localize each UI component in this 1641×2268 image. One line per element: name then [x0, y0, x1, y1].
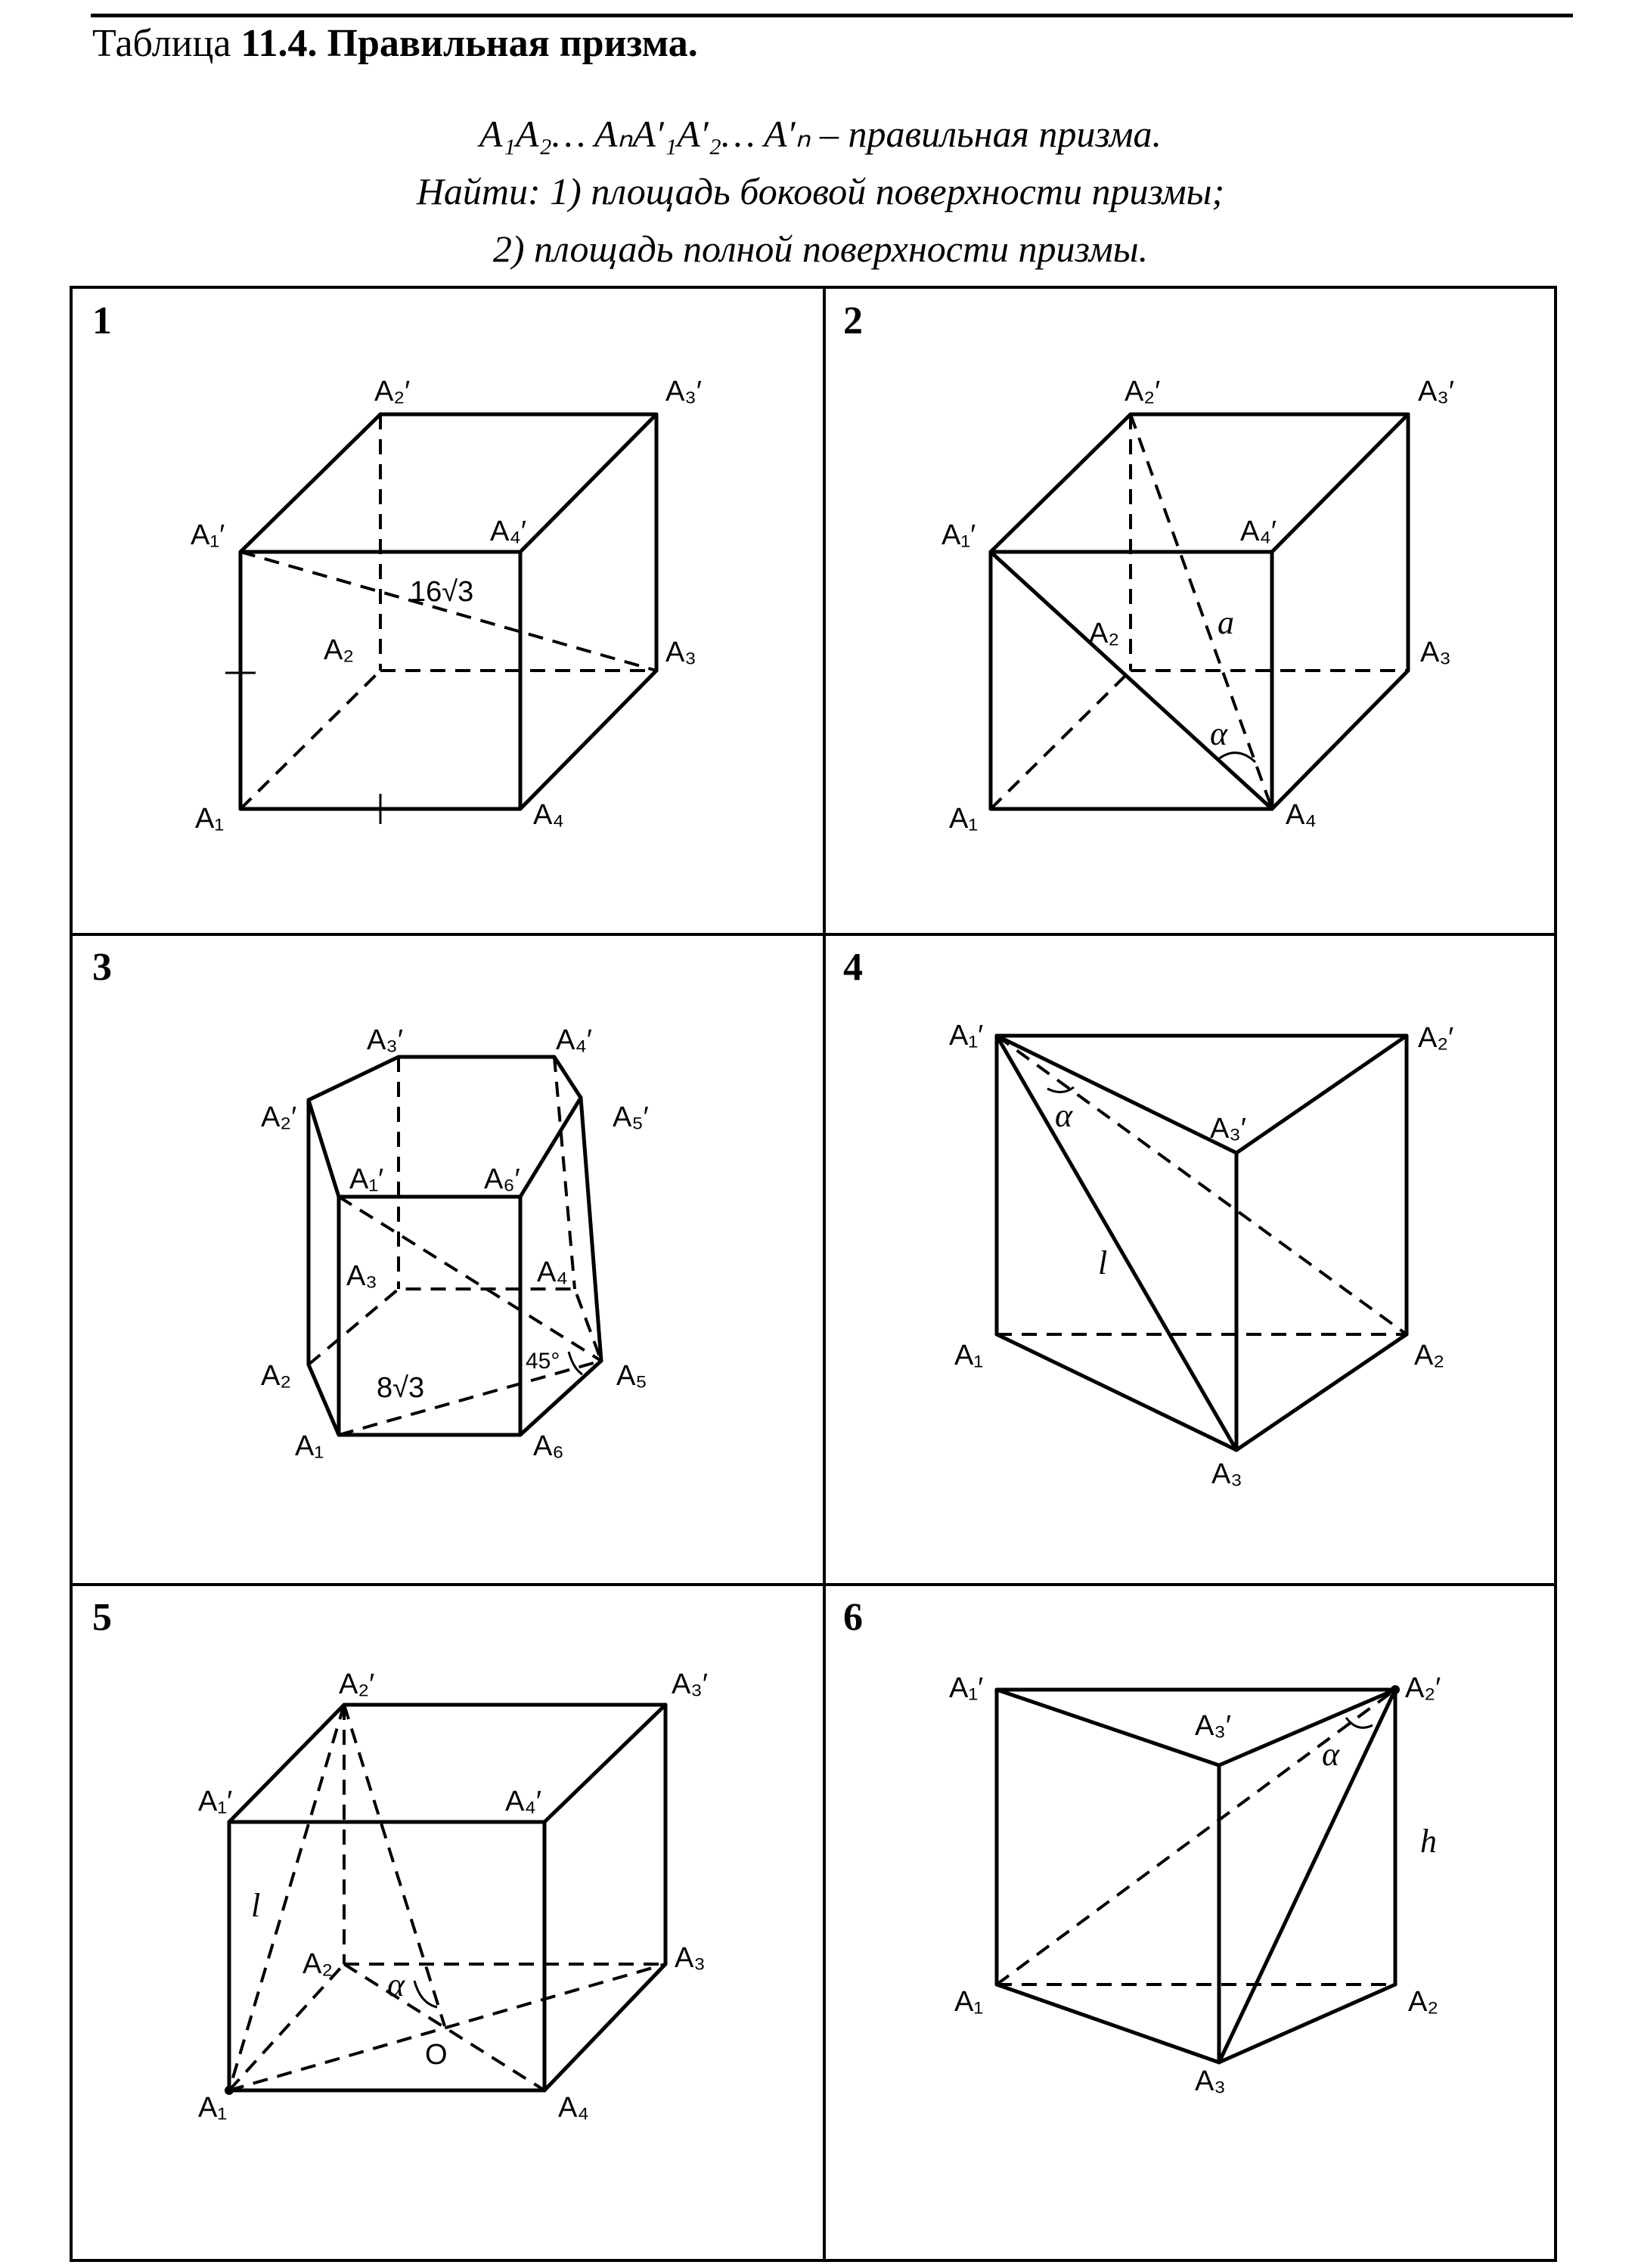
label-a4p: A₄′ — [490, 516, 526, 547]
edge-a4p-a3p — [544, 1705, 665, 1822]
edge-a5-a5p — [581, 1098, 601, 1361]
label-a2: A₂ — [302, 1948, 333, 1980]
hidden-edge-a1-a2 — [240, 671, 380, 809]
label-a1p: A₁′ — [349, 1163, 384, 1195]
angle-alpha: α — [1210, 715, 1228, 752]
hidden-edge-a4-a4p — [554, 1057, 575, 1289]
edge-a3-a2 — [1236, 1334, 1407, 1450]
angle-alpha: α — [387, 1966, 405, 2003]
label-a2: A₂ — [261, 1360, 292, 1392]
label-a2: A₂ — [324, 634, 355, 666]
task-line-2: Найти: 1) площадь боковой поверхности призмы; — [416, 170, 1225, 212]
edge-a4-a3 — [1272, 671, 1408, 809]
label-a4p: A₄′ — [1240, 516, 1277, 547]
cell-4-number: 4 — [843, 946, 863, 989]
given-diagonal: 16√3 — [410, 576, 474, 608]
label-a2p: A₂′ — [261, 1101, 297, 1133]
label-a3p: A₃′ — [367, 1024, 403, 1056]
edge-a1p-a2p — [991, 414, 1131, 552]
prism-description: – правильная призма. — [810, 113, 1162, 155]
label-a2: A₂ — [1408, 1986, 1439, 2018]
edge-a3p-a2p — [1236, 1036, 1407, 1153]
edge-a1-a3 — [997, 1984, 1219, 2062]
label-a3: A₃ — [1211, 1458, 1242, 1490]
diagonal-a1p-a3 — [240, 552, 656, 671]
figure-5-cube — [198, 1668, 708, 2124]
vertex-a2p-dot — [1391, 1685, 1400, 1694]
label-a1p: A₁′ — [949, 1672, 984, 1704]
edge-a1p-a3p — [997, 1690, 1219, 1765]
label-a1p: A₁′ — [949, 1020, 984, 1052]
label-a1: A₁ — [295, 1430, 324, 1462]
diagonal-a1p-a2 — [997, 1036, 1407, 1334]
label-a1: A₁ — [954, 1340, 984, 1371]
cell-5-number: 5 — [92, 1596, 112, 1639]
edge-a4-a3 — [520, 671, 656, 809]
prism-formula: A₁A₂… AₙA′₁A′₂… A′ₙ — [479, 113, 811, 155]
label-a3p: A₃′ — [665, 376, 702, 407]
label-a2p: A₂′ — [374, 376, 411, 407]
angle-alpha: α — [1322, 1736, 1340, 1773]
label-a6: A₆ — [533, 1430, 564, 1462]
diagonal-a1-a3 — [229, 1964, 665, 2090]
label-a3p: A₃′ — [1418, 376, 1454, 407]
segment-l: l — [1098, 1244, 1108, 1281]
label-a3: A₃ — [346, 1260, 377, 1292]
label-a1p: A₁′ — [198, 1786, 233, 1817]
label-a1: A₁ — [198, 2092, 228, 2124]
label-a4: A₄ — [537, 1256, 568, 1288]
label-a3: A₃ — [665, 637, 696, 668]
label-a2p: A₂′ — [1418, 1022, 1454, 1054]
diagonal-a2-a4 — [344, 1964, 544, 2090]
figure-4-triangular-prism — [949, 1020, 1453, 1490]
label-o: O — [425, 2039, 448, 2071]
label-a3p: A₃′ — [1210, 1113, 1246, 1145]
angle-arc — [1346, 1718, 1373, 1727]
label-a3p: A₃′ — [672, 1668, 708, 1700]
label-a1: A₁ — [954, 1986, 984, 2018]
label-a4: A₄ — [558, 2092, 589, 2124]
table-label: Таблица — [92, 22, 231, 65]
edge-a4p-a3p — [1272, 414, 1408, 552]
edge-a3-a2 — [1219, 1984, 1395, 2062]
label-a2p: A₂′ — [339, 1668, 375, 1700]
segment-h: h — [1420, 1823, 1437, 1860]
label-a1p: A₁′ — [941, 519, 976, 551]
label-a4p: A₄′ — [556, 1024, 592, 1056]
label-a3: A₃ — [1195, 2065, 1226, 2097]
diagonal-a2p-a3 — [1219, 1690, 1395, 2062]
label-a4: A₄ — [533, 799, 564, 831]
diagonal-a2p-a4 — [1131, 414, 1272, 809]
table-title: 11.4. Правильная призма. — [240, 22, 698, 65]
figure-1-cube — [191, 376, 702, 835]
label-a4p: A₄′ — [505, 1786, 541, 1817]
cell-1-number: 1 — [92, 299, 112, 342]
edge-a4p-a3p — [520, 414, 656, 552]
label-a6p: A₆′ — [484, 1163, 520, 1195]
label-a1p: A₁′ — [191, 519, 225, 551]
given-diagonal: 8√3 — [377, 1372, 425, 1404]
label-a4: A₄ — [1286, 799, 1317, 831]
angle-arc — [569, 1352, 582, 1374]
label-a3: A₃ — [675, 1942, 706, 1974]
figure-2-cube — [941, 376, 1454, 835]
label-a1: A₁ — [949, 803, 979, 835]
label-a1: A₁ — [195, 803, 225, 835]
cell-6-number: 6 — [843, 1596, 863, 1639]
figure-6-triangular-prism — [949, 1672, 1441, 2097]
angle-arc — [1218, 753, 1255, 762]
label-a5p: A₅′ — [613, 1101, 649, 1133]
cell-3-number: 3 — [92, 946, 112, 989]
figure-3-hexagonal-prism — [261, 1024, 649, 1462]
label-a2: A₂ — [1414, 1340, 1445, 1371]
label-a2p: A₂′ — [1125, 376, 1161, 407]
label-a3p: A₃′ — [1195, 1710, 1231, 1742]
diagonal-a1p-a3 — [997, 1036, 1236, 1450]
label-a2: A₂ — [1089, 618, 1120, 649]
label-a5: A₅ — [616, 1360, 647, 1392]
segment-a: a — [1218, 604, 1234, 641]
angle-alpha: α — [1055, 1097, 1073, 1134]
label-a2p: A₂′ — [1405, 1672, 1441, 1704]
hidden-edge-a1-a2 — [991, 671, 1131, 809]
angle-45: 45° — [526, 1349, 560, 1374]
cell-2-number: 2 — [843, 299, 863, 342]
label-a3: A₃ — [1420, 637, 1451, 668]
task-line-3: 2) площадь полной поверхности призмы. — [492, 228, 1149, 270]
segment-l: l — [251, 1887, 261, 1924]
edge-a1p-a2p — [240, 414, 380, 552]
edge-a4-a3 — [544, 1964, 665, 2090]
edge-a1-a3 — [997, 1334, 1236, 1450]
